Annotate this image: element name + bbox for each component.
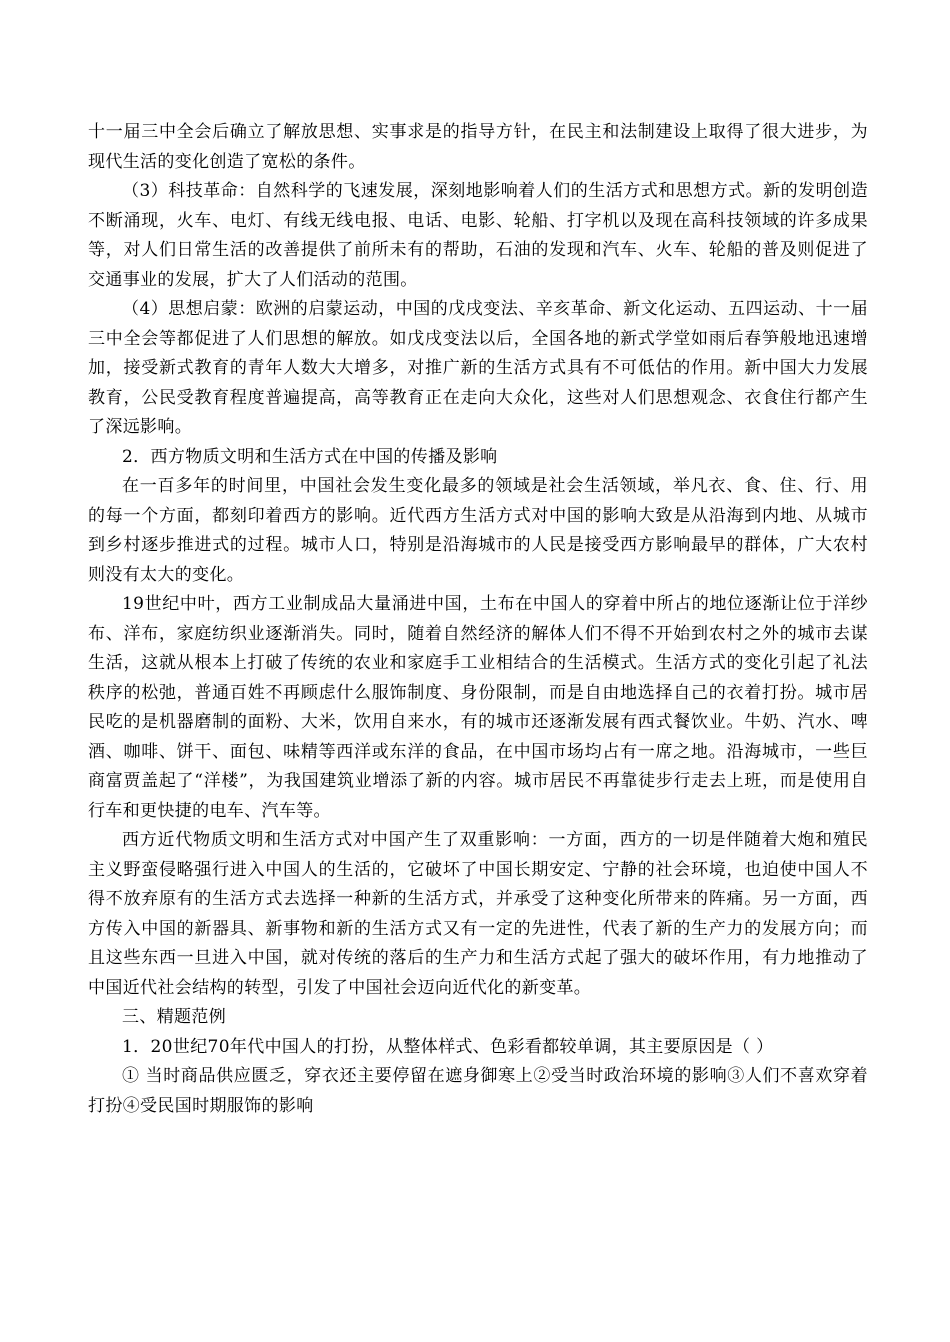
paragraph-3: （4）思想启蒙：欧洲的启蒙运动，中国的戊戌变法、辛亥革命、新文化运动、五四运动、十一届三中全会等都促进了人们思想的解放。如戊戌变法以后，全国各地的新式学堂如雨后春笋般地迅速增加，接受新式教育的青年人数大大增多，对推广新的生活方式具有不可低估的作用。新中国大力发展教育，公民受教育程度普遍提高，高等教育正在走向大众化，这些对人们思想观念、衣食住行都产生了深远影响。 [88,299,868,437]
paragraph-1: 十一届三中全会后确立了解放思想、实事求是的指导方针，在民主和法制建设上取得了很大进步，为现代生活的变化创造了宽松的条件。 [88,122,868,172]
paragraph-6: 19世纪中叶，西方工业制成品大量涌进中国，土布在中国人的穿着中所占的地位逐渐让位于洋纱布、洋布，家庭纺织业逐渐消失。同时，随着自然经济的解体人们不得不开始到农村之外的城市去谋生活，这就从根本上打破了传统的农业和家庭手工业相结合的生活模式。生活方式的变化引起了礼法秩序的松弛，普通百姓不再顾虑什么服饰制度、身份限制，而是自由地选择自己的衣着打扮。城市居民吃的是机器磨制的面粉、大米，饮用自来水，有的城市还逐渐发展有西式餐饮业。牛奶、汽水、啤酒、咖啡、饼干、面包、味精等西洋或东洋的食品，在中国市场均占有一席之地。沿海城市，一些巨商富贾盖起了“洋楼”，为我国建筑业增添了新的内容。城市居民不再靠徒步行走去上班，而是使用自行车和更快捷的电车、汽车等。 [88,594,868,821]
paragraph-2: （3）科技革命：自然科学的飞速发展，深刻地影响着人们的生活方式和思想方式。新的发明创造不断涌现，火车、电灯、有线无线电报、电话、电影、轮船、打字机以及现在高科技领域的许多成果等，对人们日常生活的改善提供了前所未有的帮助，石油的发现和汽车、火车、轮船的普及则促进了交通事业的发展，扩大了人们活动的范围。 [88,181,868,290]
paragraph-7: 西方近代物质文明和生活方式对中国产生了双重影响：一方面，西方的一切是伴随着大炮和殖民主义野蛮侵略强行进入中国人的生活的，它破坏了中国长期安定、宁静的社会环境，也迫使中国人不得不放弃原有的生活方式去选择一种新的生活方式，并承受了这种变化所带来的阵痛。另一方面，西方传入中国的新器具、新事物和新的生活方式又有一定的先进性，代表了新的生产力的发展方向；而且这些东西一旦进入中国，就对传统的落后的生产力和生活方式起了强大的破坏作用，有力地推动了中国近代社会结构的转型，引发了中国社会迈向近代化的新变革。 [88,830,868,998]
section-heading-3: 三、精题范例 [122,1007,227,1027]
document-page [88,118,868,1121]
question-1-options: ① 当时商品供应匮乏，穿衣还主要停留在遮身御寒上②受当时政治环境的影响③人们不喜欢穿着打扮④受民国时期服饰的影响 [88,1066,868,1116]
section-heading-2: 2．西方物质文明和生活方式在中国的传播及影响 [122,446,498,467]
paragraph-5: 在一百多年的时间里，中国社会发生变化最多的领域是社会生活领域，举凡衣、食、住、行、用的每一个方面，都刻印着西方的影响。近代西方生活方式对中国的影响大致是从沿海到内地、从城市到乡村逐步推进式的过程。城市人口，特别是沿海城市的人民是接受西方影响最早的群体，广大农村则没有太大的变化。 [88,476,868,585]
question-1: 1．20世纪70年代中国人的打扮，从整体样式、色彩看都较单调，其主要原因是（ ） [122,1036,774,1057]
